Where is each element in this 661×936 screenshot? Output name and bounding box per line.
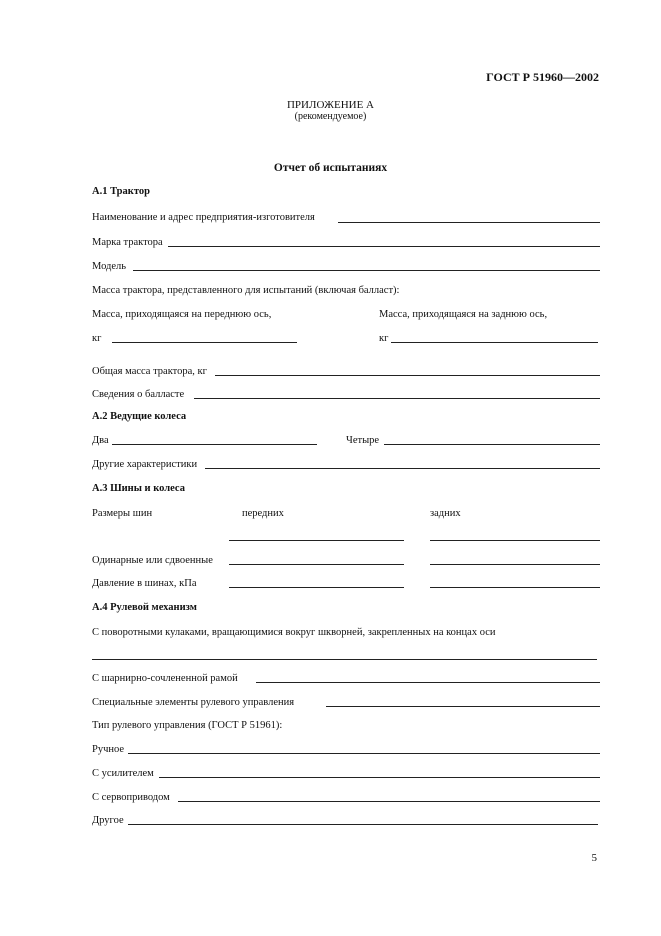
total-mass-field[interactable] [215, 375, 600, 376]
other-characteristics-label: Другие характеристики [92, 459, 198, 470]
manufacturer-field[interactable] [338, 222, 600, 223]
manufacturer-label: Наименование и адрес предприятия-изготовителя [92, 212, 315, 223]
booster-label: С усилителем [92, 768, 154, 779]
servo-label: С сервоприводом [92, 792, 170, 803]
tire-size-front-field[interactable] [229, 540, 404, 541]
booster-field[interactable] [159, 777, 600, 778]
steering-type-label: Тип рулевого управления (ГОСТ Р 51961): [92, 720, 283, 731]
kg-rear-label: кг [379, 333, 389, 344]
rear-column-label: задних [430, 508, 461, 519]
tire-size-rear-field[interactable] [430, 540, 600, 541]
model-field[interactable] [133, 270, 600, 271]
special-elements-field[interactable] [326, 706, 600, 707]
front-axle-label: Масса, приходящаяся на переднюю ось, [92, 309, 272, 320]
other-label: Другое [92, 815, 124, 826]
brand-field[interactable] [168, 246, 600, 247]
four-wheels-label: Четыре [346, 435, 380, 446]
knuckles-field[interactable] [92, 659, 597, 660]
section-a1-heading: А.1 Трактор [92, 186, 150, 197]
mass-intro-label: Масса трактора, представленного для испытаний (включая балласт): [92, 285, 400, 296]
model-label: Модель [92, 261, 127, 272]
section-a2-heading: А.2 Ведущие колеса [92, 411, 187, 422]
special-elements-label: Специальные элементы рулевого управления [92, 697, 295, 708]
two-wheels-field[interactable] [112, 444, 317, 445]
servo-field[interactable] [178, 801, 600, 802]
section-a4-heading: А.4 Рулевой механизм [92, 602, 197, 613]
kg-front-label: кг [92, 333, 102, 344]
knuckles-label: С поворотными кулаками, вращающимися вокруг шкворней, закрепленных на концах оси [92, 627, 496, 638]
tire-sizes-label: Размеры шин [92, 508, 153, 519]
ballast-field[interactable] [194, 398, 600, 399]
two-wheels-label: Два [92, 435, 109, 446]
rear-axle-label: Масса, приходящаяся на заднюю ось, [379, 309, 548, 320]
ballast-label: Сведения о балласте [92, 389, 185, 400]
other-field[interactable] [128, 824, 598, 825]
brand-label: Марка трактора [92, 237, 163, 248]
articulated-field[interactable] [256, 682, 600, 683]
page-number: 5 [591, 852, 597, 864]
other-characteristics-field[interactable] [205, 468, 600, 469]
front-column-label: передних [242, 508, 284, 519]
single-double-label: Одинарные или сдвоенные [92, 555, 213, 566]
section-a3-heading: А.3 Шины и колеса [92, 483, 185, 494]
four-wheels-field[interactable] [384, 444, 600, 445]
pressure-rear-field[interactable] [430, 587, 600, 588]
manual-label: Ручное [92, 744, 125, 755]
total-mass-label: Общая масса трактора, кг [92, 366, 207, 377]
single-double-rear-field[interactable] [430, 564, 600, 565]
single-double-front-field[interactable] [229, 564, 404, 565]
pressure-front-field[interactable] [229, 587, 404, 588]
appendix-title: ПРИЛОЖЕНИЕ А [286, 99, 374, 111]
document-code: ГОСТ Р 51960—2002 [486, 70, 599, 84]
rear-axle-mass-field[interactable] [391, 342, 598, 343]
report-title: Отчет об испытаниях [273, 162, 388, 174]
appendix-subtitle: (рекомендуемое) [294, 111, 367, 122]
front-axle-mass-field[interactable] [112, 342, 297, 343]
manual-field[interactable] [128, 753, 600, 754]
pressure-label: Давление в шинах, кПа [92, 578, 197, 589]
articulated-label: С шарнирно-сочлененной рамой [92, 673, 238, 684]
